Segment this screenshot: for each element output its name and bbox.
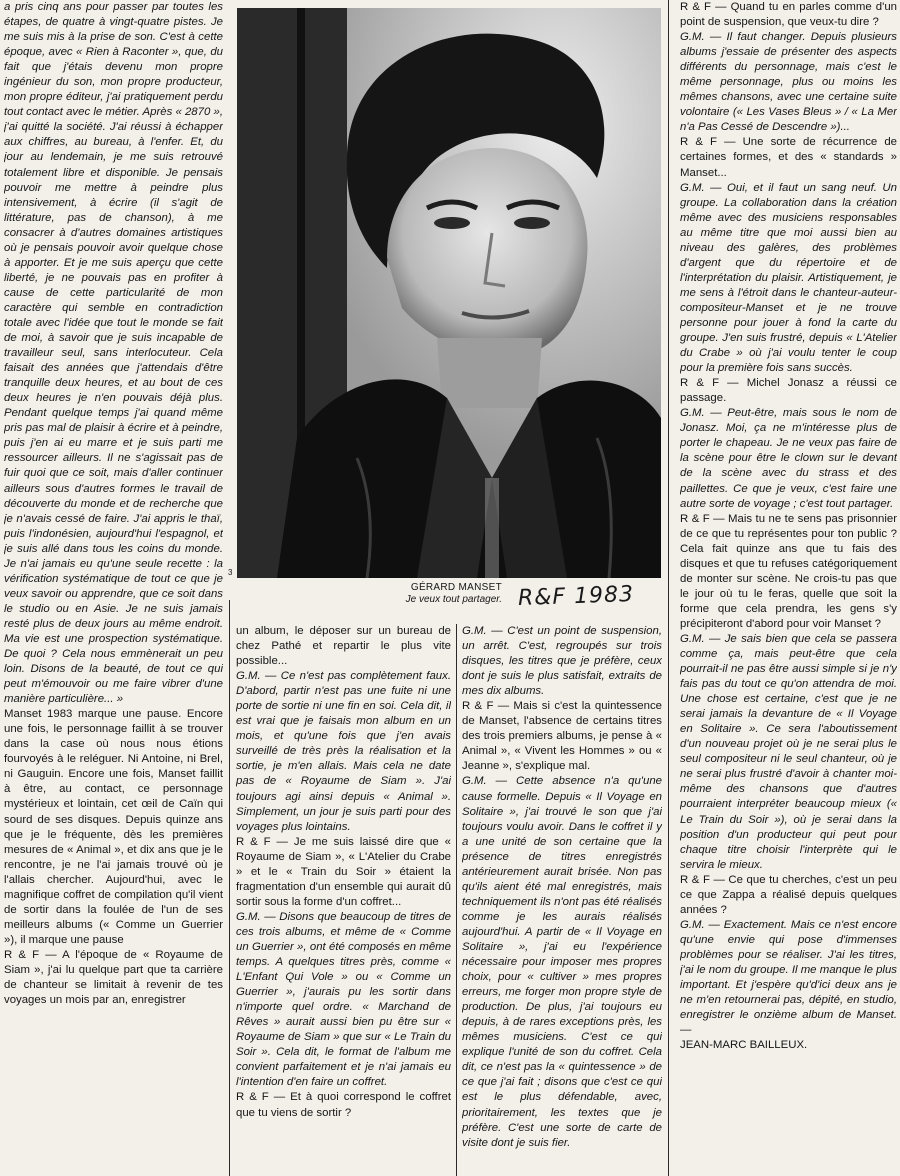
- paragraph: R & F — Mais tu ne te sens pas prisonnier de ce que tu représentes pour ton public ? Cela fait quinze ans que tu fais des disques et que tu refuses catégoriquement de monter sur scène. Ne crois-tu pas que le jour où tu le feras, quelle que soit la forme que cela prendra, les gens s'y précipiteront d'abord pour voir Manset ?: [680, 512, 897, 630]
- paragraph: a pris cinq ans pour passer par toutes les étapes, de quatre à vingt-quatre pistes. Je me suis mis à la prise de son. C'est à cette époque, avec « Rien à Raconter », que, du fait que j'étais devenu mon propre ingénieur du son, mon propre producteur, mon propre éditeur, j'ai pratiquement perdu tout contact avec le métier. Après « 2870 », j'ai quitté la société. J'ai réussi à échapper aux chiffres, au bureau, à l'enfer. Et, du jour au lendemain, je me suis retrouvé totalement libre et disponible. Je pensais pouvoir me mettre à peindre plus intensivement, à écrire (il s'agit de littérature, pas de chanson), à me consacrer à d'autres domaines artistiques où je pensais pouvoir avoir quelque chose à apporter. Et je me suis aperçu que cette liberté, je ne pouvais pas en profiter à cause de cette particularité de mon caractère qui semble en contradiction totale avec l'idée que tout le monde se fait de moi, à savoir que je suis incapable de travailleur seul, sans interlocuteur. Cela faisait des années que j'attendais d'être tranquille deux heures, et au bout de ces deux heures je n'en pouvais déjà plus. Pendant quelque temps j'ai quand même pris pas mal de plaisir à écrire et à peindre, puis j'en ai eu marre et je suis parti me ressourcer ailleurs. Il ne s'agissait pas de fuir quoi que ce soit, mais d'aller continuer ailleurs sous d'autres formes le travail de découverte du monde et de recherche que je n'avais cessé de faire. J'ai appris le thaï, puis l'indonésien, aujourd'hui l'espagnol, et je suis allé dans tous les coins du monde. Je n'ai jamais eu qu'une seule recette : la vérification systématique de tout ce que je veux savoir ou apprendre, que ce soit dans le studio ou en Asie. Je ne suis jamais resté plus de deux jours au même endroit. Ma vie est une prospection systématique. De quoi ? Cela nous emmènerait un peu loin. Disons de la beauté, de tout ce qui peut m'émouvoir ou me faire vibrer d'une manière particulière... »: [4, 1, 223, 706]
- photo-index: 3: [228, 568, 233, 577]
- paragraph: R & F — Ce que tu cherches, c'est un peu ce que Zappa a réalisé depuis quelques années ?: [680, 873, 897, 916]
- paragraph: R & F — Et à quoi correspond le coffret que tu viens de sortir ?: [236, 1091, 451, 1119]
- paragraph: G.M. — Exactement. Mais ce n'est encore qu'une envie qui pose d'immenses problèmes pour se réaliser. J'ai les titres, j'ai le nom du groupe. Il me manque le plus important. Et j'espère qu'd'ici deux ans je ne m'en retournerai pas, dépité, en studio, enregistrer le onzième album de Manset. —: [680, 918, 897, 1037]
- handwritten-note: R&F 1983: [517, 581, 635, 612]
- article-column-1: [4, 0, 223, 1176]
- paragraph: G.M. — Cette absence n'a qu'une cause formelle. Depuis « Il Voyage en Solitaire », j'ai trouvé le son que j'ai toujours voulu avoir. Dans le coffret il y a une unité de son certaine que la présence de titres enregistrés antérieurement aurait brisée. Non pas qu'ils aient été mal enregistrés, mais techniquement ils n'ont pas été réalisés comme je les aurais réalisés aujourd'hui. A partir de « Il Voyage en Solitaire », j'ai eu l'expérience nécessaire pour imposer mes propres choix, pour « cultiver » mes propres erreurs, me forger mon propre style de production. De plus, j'ai toujours eu depuis, à de rares exceptions près, les mêmes musiciens. C'est ce qui explique l'unité de son du coffret. Cela dit, ce n'est pas la « quintessence » de ce que j'ai fait ; disons que c'est ce qui est le plus défendable, avec, prioritairement, les textes que je préfère. C'est une sorte de carte de visite dont je suis fier.: [462, 775, 662, 1149]
- paragraph: G.M. — Peut-être, mais sous le nom de Jonasz. Moi, ça ne m'intéresse plus de porter le chapeau. Je ne veux pas faire de la scène pour être le clown sur le devant de la scène avec du strass et des paillettes. Ce que je veux, c'est faire une autre sorte de voyage ; c'est tout partager.: [680, 407, 897, 510]
- portrait-photo: [237, 8, 661, 578]
- column-rule: [229, 600, 230, 1176]
- portrait-photo-graphic: [237, 8, 661, 578]
- paragraph: G.M. — Ce n'est pas complètement faux. D'abord, partir n'est pas une fuite ni une porte de sortie ni une fin en soi. Cela dit, il est vrai que je faisais mon album en un mois, et qu'une fois que j'en avais surveillé de très près la réalisation et la sortie, je m'en allais. Mais cela ne date pas de « Royaume de Siam ». J'ai toujours agi ainsi depuis « Animal ». Simplement, un jour je suis parti pour des voyages plus lointains.: [236, 670, 451, 833]
- photo-caption: [372, 582, 502, 606]
- column-rule: [456, 624, 457, 1176]
- paragraph: Manset 1983 marque une pause. Encore une fois, le personnage faillit à se trouver dans la case où nous nous étions fourvoyés à le reléguer. Ni Antoine, ni Brel, ni Gauguin. Encore une fois, Manset faillit à être, au contact, ce personnage mystérieux et lointain, cet œil de Caïn qui sourd de ses disques. Depuis quinze ans que je le fréquente, dès les premières mesures de « Animal », et dix ans que je le rencontre, je ne l'ai jamais trouvé où je l'allais chercher. Aujourd'hui, avec le magnifique coffret de compilation qu'il vient de sortir dans la foulée de l'un de ses meilleurs albums (« Comme un Guerrier »), il marque une pause: [4, 708, 223, 946]
- column-rule: [668, 0, 669, 1176]
- paragraph: un album, le déposer sur un bureau de chez Pathé et repartir le plus vite possible...: [236, 625, 451, 668]
- paragraph: G.M. — Oui, et il faut un sang neuf. Un groupe. La collaboration dans la création même avec des musiciens responsables au même titre que moi aussi bien au niveau des galères, des problèmes d'argent que du répertoire et de l'interprétation du plaisir. Artistiquement, je me sens à l'étroit dans le chanteur-auteur-compositeur-Manset et je ne trouve personne pour jouer à fond la carte du groupe. J'en suis frustré, depuis « L'Atelier du Crabe » où j'ai voulu tenter le coup pour la première fois sans succès.: [680, 181, 897, 375]
- article-column-2: [236, 624, 451, 1176]
- paragraph: G.M. — C'est un point de suspension, un arrêt. C'est, regroupés sur trois disques, les titres que je préfère, ceux dont je suis le plus satisfait, extraits de mes dix albums.: [462, 625, 662, 698]
- paragraph: JEAN-MARC BAILLEUX.: [680, 1039, 808, 1052]
- paragraph: R & F — Quand tu en parles comme d'un point de suspension, que veux-tu dire ?: [680, 1, 897, 29]
- caption-name: GÉRARD MANSET: [410, 582, 502, 593]
- paragraph: G.M. — Je sais bien que cela se passera comme ça, mais peut-être que cela pourrait-il ne pas être aussi simple si je n'y fais pas du tout ce qu'on attendra de moi. Une chose est certaine, c'est que je ne serai jamais la devanture de « Il Voyage en Solitaire ». Ce sera l'aboutissement d'un nouveau projet où je ne serai plus le seul compositeur ni le seul chanteur, où je ne serai plus frustré d'avoir à chanter moi-même des chansons que d'autres pourraient interpréter beaucoup mieux (« Le Train du Soir »), où je serai dans la position d'un producteur qui peut pour chaque titre choisir l'interprète qui le servira le mieux.: [680, 632, 897, 871]
- paragraph: R & F — A l'époque de « Royaume de Siam », j'ai lu quelque part que ta carrière de chanteur se limitait à revenir de tes voyages un mois par an, enregistrer: [4, 948, 223, 1007]
- caption-subtitle: Je veux tout partager.: [405, 594, 502, 605]
- article-column-4: [680, 0, 897, 1176]
- paragraph: G.M. — Il faut changer. Depuis plusieurs albums j'essaie de présenter des aspects différents du personnage, mais c'est le même personnage, plus ou moins les mêmes chansons, avec une certaine suite volontaire (« Les Vases Bleus » / « La Mer n'a Pas Cessé de Descendre »)...: [680, 31, 897, 134]
- paragraph: G.M. — Disons que beaucoup de titres de ces trois albums, et même de « Comme un Guerrier », ont été composés en même temps. A quelques titres près, comme « L'Enfant Qui Vole » ou « Comme un Guerrier », j'aurais pu les sortir dans n'importe quel ordre. « Marchand de Rêves » aurait aussi bien pu être sur « Royaume de Siam » que sur « Le Train du Soir ». Cela dit, le format de l'album me convient parfaitement et je n'ai jamais eu l'intention d'en faire un coffret.: [236, 910, 451, 1089]
- paragraph: R & F — Mais si c'est la quintessence de Manset, l'absence de certains titres des trois premiers albums, je pense à « Animal », « Vivent les Hommes » ou « Jeanne », s'explique mal.: [462, 700, 662, 773]
- paragraph: R & F — Je me suis laissé dire que « Royaume de Siam », « L'Atelier du Crabe » et le « Train du Soir » étaient la fragmentation d'un ensemble qui aurait dû sortir sous la forme d'un coffret...: [236, 835, 451, 908]
- article-column-3: [462, 624, 662, 1176]
- paragraph: R & F — Une sorte de récurrence de certaines formes, et des « standards » Manset...: [680, 136, 897, 179]
- paragraph: R & F — Michel Jonasz a réussi ce passage.: [680, 377, 897, 405]
